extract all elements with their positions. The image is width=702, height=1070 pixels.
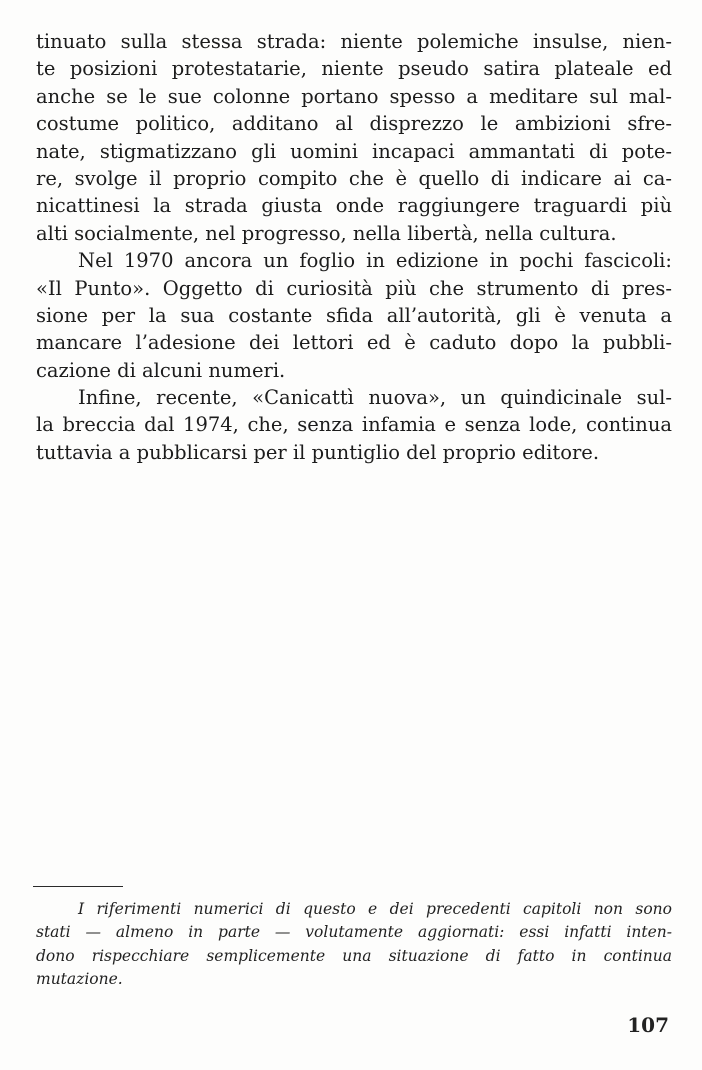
body-line: alti socialmente, nel progresso, nella libertà, nella cultura. [36,221,617,245]
body-text [36,28,672,466]
body-line: cazione di alcuni numeri. [36,358,286,382]
footnote [36,898,672,991]
body-line: sione per la sua costante sfida all’autorità, gli è venuta a [36,303,672,327]
body-line: nicattinesi la strada giusta onde raggiungere traguardi più [36,194,672,218]
page-number: 107 [627,1013,669,1037]
footnote-line: I riferimenti numerici di questo e dei precedenti capitoli non sono [78,900,672,918]
body-line: anche se le sue colonne portano spesso a meditare sul mal- [36,84,672,108]
body-line: la breccia dal 1974, che, senza infamia e senza lode, continua [36,413,672,437]
footnote-line: mutazione. [36,969,123,988]
body-line: tinuato sulla stessa strada: niente polemiche insulse, nien- [36,30,672,53]
footnote-line: stati — almeno in parte — volutamente aggiornati: essi infatti inten- [36,923,672,942]
body-line: nate, stigmatizzano gli uomini incapaci ammantati di pote- [36,139,672,163]
body-line: «Il Punto». Oggetto di curiosità più che strumento di pres- [36,276,672,300]
body-line: costume politico, additano al disprezzo le ambizioni sfre- [36,112,672,136]
body-line: mancare l’adesione dei lettori ed è caduto dopo la pubbli- [36,331,672,355]
body-line: Infine, recente, «Canicattì nuova», un quindicinale sul- [78,386,672,410]
body-line: Nel 1970 ancora un foglio in edizione in pochi fascicoli: [78,249,672,273]
body-line: re, svolge il proprio compito che è quello di indicare ai ca- [36,166,672,190]
body-line: tuttavia a pubblicarsi per il puntiglio del proprio editore. [36,440,600,464]
body-line: te posizioni protestatarie, niente pseudo satira plateale ed [36,57,672,81]
footnote-divider [33,886,123,887]
footnote-line: dono rispecchiare semplicemente una situazione di fatto in continua [36,946,672,965]
